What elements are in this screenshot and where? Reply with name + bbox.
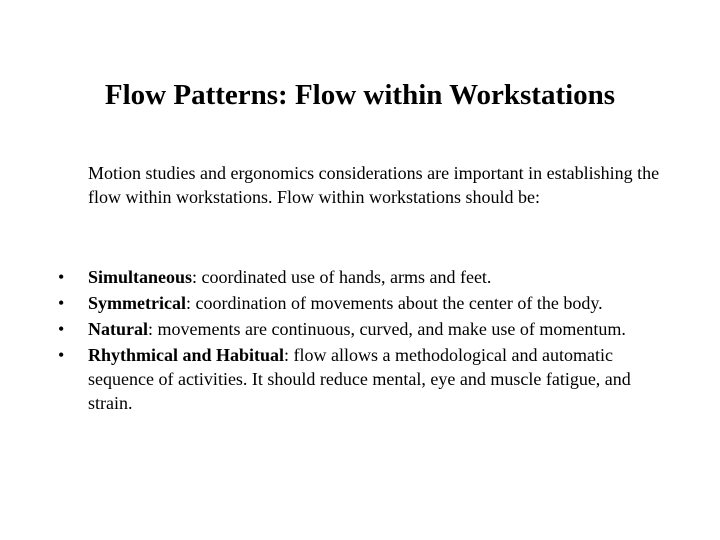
term-label: Natural [88,319,148,339]
bullet-icon: • [58,267,65,287]
list-item-rhythmical-habitual [58,343,668,415]
bullet-icon: • [58,319,65,339]
term-description: : movements are continuous, curved, and make use of momentum. [148,319,626,339]
term-label: Rhythmical and Habitual [88,345,285,365]
term-description: : coordination of movements about the center of the body. [185,293,603,313]
term-label: Symmetrical [88,293,186,313]
term-description: : flow allows a methodological and automatic sequence of activities. It should reduce mental, eye and muscle fatigue, and strain. [88,345,631,413]
intro-paragraph: Motion studies and ergonomics considerations are important in establishing the flow within workstations. Flow within workstations should be: [88,163,660,207]
list-item-symmetrical [58,291,668,315]
bullet-icon: • [58,345,65,365]
list-item-natural [58,317,668,341]
term-description: : coordinated use of hands, arms and feet. [192,267,492,287]
slide-title: Flow Patterns: Flow within Workstations [104,79,616,111]
term-label: Simultaneous [88,267,193,287]
bullet-icon: • [58,293,65,313]
list-item-simultaneous [58,265,668,289]
bullet-list [58,265,668,417]
